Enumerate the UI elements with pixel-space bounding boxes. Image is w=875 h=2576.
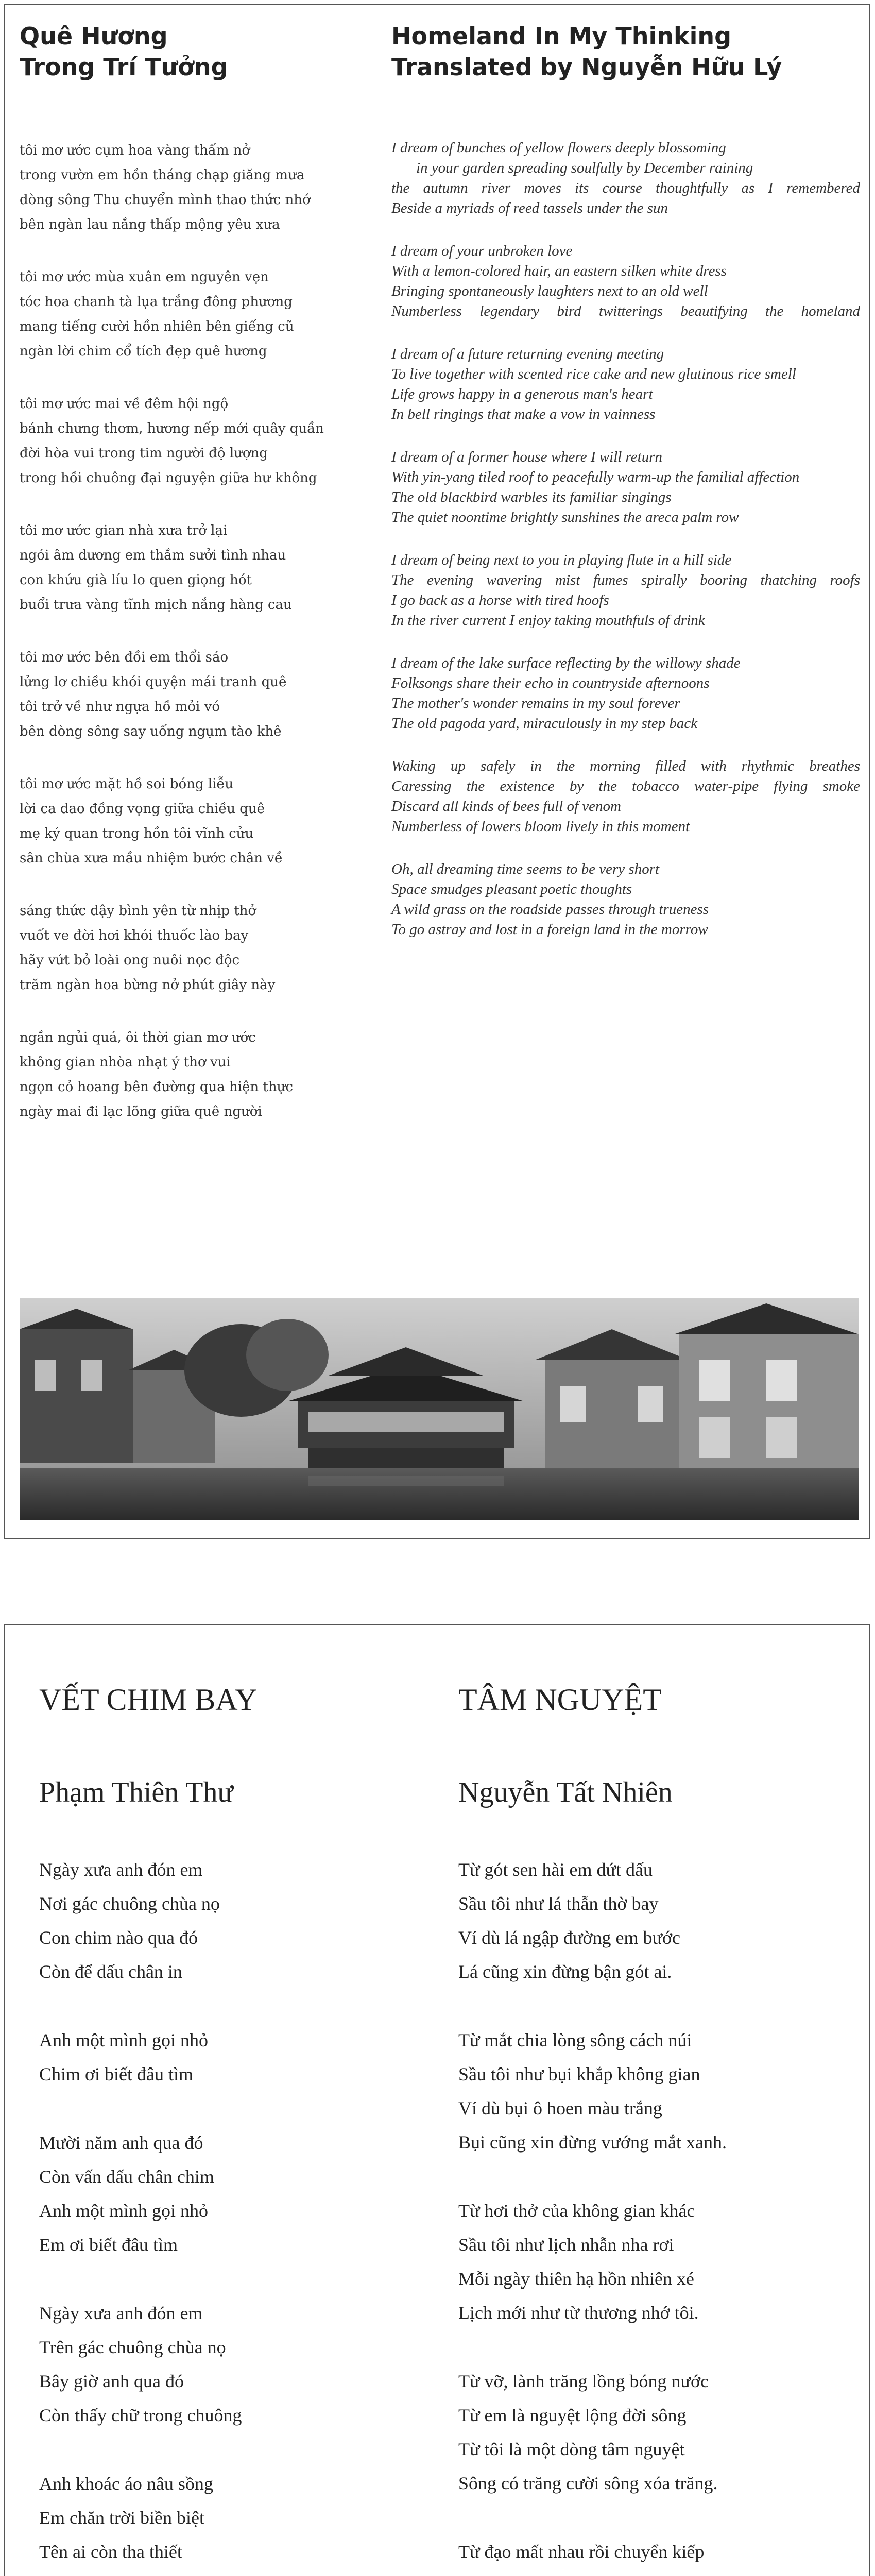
- poem-line: bánh chưng thơm, hương nếp mới quây quần: [20, 421, 324, 436]
- poem-line: With a lemon-colored hair, an eastern silken white dress: [391, 263, 727, 279]
- poem-line: tôi mơ ước bên đồi em thổi sáo: [20, 650, 229, 665]
- poem-line: đời hòa vui trong tim người độ lượng: [20, 446, 268, 461]
- poem-line: [458, 2569, 850, 2576]
- poem-line: In bell ringings that make a vow in vainness: [391, 406, 656, 422]
- poem-line: ngày mai đi lạc lõng giữa quê người: [20, 1104, 262, 1120]
- poem-line: dòng sông Thu chuyển mình thao thức nhớ: [20, 192, 311, 208]
- poem-line: hãy vứt bỏ loài ong nuôi nọc độc: [20, 953, 240, 968]
- poem-line: không gian nhòa nhạt ý thơ vui: [20, 1055, 231, 1070]
- poem-line: Mười năm anh qua đó: [39, 2132, 203, 2153]
- stanza: [20, 645, 380, 744]
- poem-line: tôi mơ ước mai về đêm hội ngộ: [20, 396, 229, 412]
- poem-line: The mother's wonder remains in my soul forever: [391, 695, 680, 711]
- stanza: [39, 2467, 431, 2576]
- poem-line: I dream of bunches of yellow flowers deeply blossoming: [391, 140, 726, 156]
- covered-bridge-illustration: [20, 1298, 859, 1520]
- stanza: [391, 447, 860, 528]
- poem-line: lửng lơ chiều khói quyện mái tranh quê: [20, 674, 287, 690]
- poem-line: tôi mơ ước gian nhà xưa trở lại: [20, 523, 228, 538]
- poem-line: Numberless legendary bird twitterings beautifying the homeland: [391, 303, 860, 319]
- stanza: [20, 392, 380, 490]
- poem-line: Sầu tôi như bụi khắp không gian: [458, 2064, 700, 2084]
- poem-line: bên ngàn lau nắng thấp mộng yêu xưa: [20, 217, 280, 232]
- stanza: [391, 241, 860, 321]
- poem-line: Sông có trăng cười sông xóa trăng.: [458, 2473, 718, 2494]
- poem-line: The quiet noontime brightly sunshines the areca palm row: [391, 509, 739, 526]
- poem-title-left: VẾT CHIM BAY: [39, 1683, 258, 1717]
- poem-line: I dream of being next to you in playing flute in a hill side: [391, 552, 732, 568]
- poem-line: sân chùa xưa mầu nhiệm bước chân về: [20, 851, 283, 866]
- poem-line: Sầu tôi như lá thẫn thờ bay: [458, 1893, 659, 1914]
- poem-author-right: Nguyễn Tất Nhiên: [458, 1776, 673, 1808]
- poem-line: Anh một mình gọi nhỏ: [39, 2200, 209, 2221]
- poem-author-left: Phạm Thiên Thư: [39, 1776, 233, 1808]
- poem-line: Bụi cũng xin đừng vướng mắt xanh.: [458, 2132, 727, 2153]
- poem-line: With yin-yang tiled roof to peacefully warm-up the familial affection: [391, 469, 800, 485]
- poem-line: Còn thấy chữ trong chuông: [39, 2405, 242, 2426]
- poem-tam-nguyet: [458, 1682, 850, 2576]
- poem-line: Beside a myriads of reed tassels under the sun: [391, 200, 668, 216]
- vietnamese-title-line-1: Quê Hương: [20, 22, 168, 50]
- poem-line: tôi trở về như ngựa hồ mỏi vó: [20, 699, 220, 715]
- stanza: [20, 518, 380, 617]
- poem-line: Chim ơi biết đâu tìm: [39, 2064, 194, 2084]
- poem-line: I dream of the lake surface reflecting by the willowy shade: [391, 655, 741, 671]
- page-two-poems: [4, 1624, 870, 2576]
- stanza: [20, 138, 380, 237]
- poem-line: Numberless of lowers bloom lively in this moment: [391, 818, 690, 835]
- poem-line: ngói âm dương em thắm sưởi tình nhau: [20, 548, 286, 563]
- poem-line: Bringing spontaneously laughters next to an old well: [391, 283, 708, 299]
- poem-line: The old pagoda yard, miraculously in my step back: [391, 715, 698, 732]
- poem-line: Lịch mới như từ thương nhớ tôi.: [458, 2302, 699, 2323]
- poem-line: I dream of a former house where I will return: [391, 449, 662, 465]
- poem-line: I go back as a horse with tired hoofs: [391, 592, 609, 608]
- poem-line: Caressing the existence by the tobacco water-pipe flying smoke: [391, 778, 860, 794]
- stanza: [458, 2364, 850, 2500]
- poem-line: Life grows happy in a generous man's heart: [391, 386, 653, 402]
- poem-line: vuốt ve đời hơi khói thuốc lào bay: [20, 928, 249, 943]
- poem-line: Em ơi biết đâu tìm: [39, 2234, 178, 2255]
- stanza: [20, 772, 380, 871]
- poem-line: Từ em là nguyệt lộng đời sông: [458, 2405, 687, 2426]
- poem-vet-chim-bay: [39, 1682, 431, 2576]
- poem-line: lời ca dao đồng vọng giữa chiều quê: [20, 801, 265, 817]
- poem-line: I dream of your unbroken love: [391, 243, 573, 259]
- poem-line: Sầu tôi như lịch nhẫn nha rơi: [458, 2234, 674, 2255]
- stanza: [20, 899, 380, 997]
- poem-line: ngọn cỏ hoang bên đường qua hiện thực: [20, 1079, 293, 1095]
- poem-line: con khứu già líu lo quen giọng hót: [20, 572, 252, 588]
- poem-line: In the river current I enjoy taking mouthfuls of drink: [391, 612, 705, 629]
- poem-line: mẹ ký quan trong hồn tôi vĩnh cửu: [20, 826, 254, 841]
- poem-line: A wild grass on the roadside passes through trueness: [391, 901, 709, 918]
- poem-line: Từ mắt chia lòng sông cách núi: [458, 2030, 692, 2050]
- translator-credit: Translated by Nguyễn Hữu Lý: [391, 53, 782, 81]
- stanza: [391, 859, 860, 940]
- poem-line: Con chim nào qua đó: [39, 1927, 198, 1948]
- poem-line: trăm ngàn hoa bừng nở phút giây này: [20, 977, 276, 993]
- poem-line: the autumn river moves its course thoughtfully as I remembered: [391, 180, 860, 196]
- poem-line: Bây giờ anh qua đó: [39, 2371, 184, 2392]
- stanza: [458, 2023, 850, 2159]
- poem-line: tôi mơ ước mùa xuân em nguyên vẹn: [20, 269, 269, 285]
- poem-line: Discard all kinds of bees full of venom: [391, 798, 621, 815]
- poem-line: in your garden spreading soulfully by December raining: [416, 160, 753, 176]
- poem-line: ngắn ngủi quá, ôi thời gian mơ ước: [20, 1030, 256, 1045]
- poem-line: Anh một mình gọi nhỏ: [39, 2030, 209, 2050]
- poem-line: Nơi gác chuông chùa nọ: [39, 1893, 220, 1914]
- poem-line: ngàn lời chim cổ tích đẹp quê hương: [20, 344, 267, 359]
- stanza: [20, 265, 380, 364]
- poem-line: Mỗi ngày thiên hạ hồn nhiên xé: [458, 2268, 694, 2289]
- english-translation-column: [391, 21, 860, 962]
- stanza: [458, 2535, 850, 2576]
- stanza: [39, 2126, 431, 2262]
- poem-line: [39, 2569, 431, 2576]
- poem-line: sáng thức dậy bình yên từ nhịp thở: [20, 903, 256, 919]
- stanza: [391, 653, 860, 734]
- stanza: [20, 1025, 380, 1124]
- poem-line: Tên ai còn tha thiết: [39, 2541, 182, 2562]
- stanza: [39, 2023, 431, 2091]
- english-stanzas: [391, 138, 860, 940]
- poem-line: Còn vấn dấu chân chim: [39, 2166, 214, 2187]
- poem-line: The evening wavering mist fumes spirally booring thatching roofs: [391, 572, 860, 588]
- poem-line: Em chăn trời biền biệt: [39, 2507, 204, 2528]
- poem-line: Anh khoác áo nâu sồng: [39, 2473, 213, 2494]
- poem-line: Space smudges pleasant poetic thoughts: [391, 881, 632, 897]
- poem-line: mang tiếng cười hồn nhiên bên giếng cũ: [20, 319, 294, 334]
- poem-line: Còn để dấu chân in: [39, 1961, 182, 1982]
- poem-line: To go astray and lost in a foreign land in the morrow: [391, 921, 708, 938]
- vietnamese-poem-title: [20, 21, 380, 82]
- poem-line: trong vườn em hồn tháng chạp giăng mưa: [20, 167, 305, 183]
- poem-line: buổi trưa vàng tĩnh mịch nắng hàng cau: [20, 597, 292, 613]
- poem-line: Ngày xưa anh đón em: [39, 2303, 203, 2324]
- poem-line: trong hồi chuông đại nguyện giữa hư không: [20, 470, 317, 486]
- poem-line: Từ vỡ, lành trăng lồng bóng nước: [458, 2371, 709, 2392]
- stanza: [458, 2194, 850, 2330]
- poem-line: Ngày xưa anh đón em: [39, 1859, 203, 1880]
- stanza: [458, 1853, 850, 1989]
- poem-line: Oh, all dreaming time seems to be very short: [391, 861, 660, 877]
- poem-line: tôi mơ ước mặt hồ soi bóng liễu: [20, 776, 234, 792]
- poem-line: I dream of a future returning evening meeting: [391, 346, 664, 362]
- stanza: [391, 344, 860, 425]
- poem-line: bên dòng sông say uống ngụm tào khê: [20, 724, 282, 739]
- stanza: [39, 2296, 431, 2432]
- stanza: [391, 550, 860, 631]
- poem-right-stanzas: [458, 1853, 850, 2576]
- poem-line: Lá cũng xin đừng bận gót ai.: [458, 1961, 672, 1982]
- poem-line: Trên gác chuông chùa nọ: [39, 2337, 226, 2358]
- stanza: [391, 138, 860, 218]
- english-title-line-1: Homeland In My Thinking: [391, 22, 732, 50]
- poem-line: Waking up safely in the morning filled with rhythmic breathes: [391, 758, 860, 774]
- poem-title-right: TÂM NGUYỆT: [458, 1683, 662, 1717]
- poem-left-stanzas: [39, 1853, 431, 2576]
- page-homeland: [4, 4, 870, 1539]
- poem-line: The old blackbird warbles its familiar singings: [391, 489, 672, 505]
- poem-line: tóc hoa chanh tà lụa trắng đông phương: [20, 294, 293, 310]
- vietnamese-title-line-2: Trong Trí Tưởng: [20, 53, 228, 81]
- english-poem-title: [391, 21, 860, 82]
- poem-line: Từ hơi thở của không gian khác: [458, 2200, 695, 2221]
- poem-line: Từ đạo mất nhau rồi chuyển kiếp: [458, 2541, 705, 2562]
- poem-line: Ví dù bụi ô hoen màu trắng: [458, 2098, 662, 2119]
- poem-line: Từ gót sen hài em dứt dấu: [458, 1859, 653, 1880]
- poem-line: Ví dù lá ngập đường em bước: [458, 1927, 681, 1948]
- poem-line: tôi mơ ước cụm hoa vàng thấm nở: [20, 143, 250, 158]
- vietnamese-stanzas: [20, 138, 380, 1124]
- poem-line: Folksongs share their echo in countryside afternoons: [391, 675, 710, 691]
- stanza: [391, 756, 860, 837]
- stanza: [39, 1853, 431, 1989]
- vietnamese-poem-column: [20, 21, 380, 1152]
- covered-bridge-photo: [20, 1298, 859, 1520]
- poem-line: To live together with scented rice cake and new glutinous rice smell: [391, 366, 796, 382]
- poem-line: Từ tôi là một dòng tâm nguyệt: [458, 2439, 685, 2460]
